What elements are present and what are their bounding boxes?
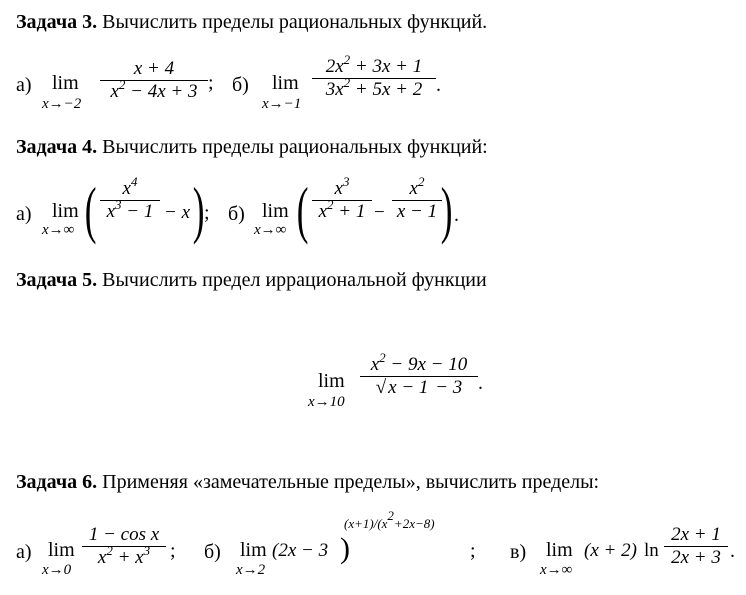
task4b-fraction-1 — [312, 174, 372, 223]
task6c-sub: x→∞ — [540, 562, 573, 578]
task3b-fraction — [312, 52, 436, 101]
task4-text: Вычислить пределы рациональных функций: — [97, 136, 488, 158]
task5-denominator: √ x − 1 − 3 — [375, 377, 463, 398]
task6b-separator: ; — [470, 540, 476, 562]
task6a-fraction — [82, 524, 166, 569]
task3b-sub: x→−1 — [262, 96, 302, 112]
task3a-denominator: $x^2 - 4x + 3$ — [110, 77, 198, 102]
task5-sub: x→10 — [308, 394, 345, 410]
task5-heading — [16, 268, 487, 292]
task6c-ln: ln — [644, 540, 659, 561]
task4-title: Задача 4. — [16, 136, 98, 158]
task4b-label: б) — [228, 203, 245, 225]
task5-fraction — [360, 350, 478, 399]
task6b-exponent: $(x+1)/(x^2+2x-8)$ — [344, 508, 435, 531]
task6a-separator: ; — [170, 540, 176, 562]
task4b-numerator-1: $x^3$ — [334, 174, 350, 199]
task5-lim: lim — [318, 370, 345, 392]
task4b-right-paren: ) — [440, 174, 453, 245]
task4a-denominator: $x^3 - 1$ — [106, 197, 154, 222]
task4b-minus: − — [374, 202, 385, 223]
task3b-denominator: $3x^2 + 5x + 2$ — [325, 75, 423, 100]
task4a-label: а) — [16, 203, 32, 225]
task4a-numerator: $x^4$ — [122, 174, 138, 199]
task4b-denominator-1: $x^2 + 1$ — [318, 197, 366, 222]
task5-text: Вычислить предел иррациональной функции — [97, 269, 487, 291]
task6a-label: а) — [16, 541, 32, 563]
task4b-denominator-2: x − 1 — [396, 201, 438, 222]
task3b-lim: lim — [272, 72, 299, 94]
task4b-numerator-2: $x^2$ — [409, 174, 425, 199]
task6c-end: . — [730, 540, 735, 562]
task4a-lim: lim — [52, 200, 79, 222]
task3b-end: . — [436, 74, 441, 96]
task6c-label: в) — [510, 541, 527, 563]
task3a-lim: lim — [52, 72, 79, 94]
task6b-base: (2x − 3 — [272, 540, 329, 561]
task6c-denominator: 2x + 3 — [671, 547, 721, 568]
task4b-fraction-2 — [392, 174, 442, 223]
task3b-numerator: $2x^2 + 3x + 1$ — [325, 52, 423, 77]
task4a-right-paren: ) — [192, 174, 205, 245]
task6c-factor: (x + 2) — [584, 540, 637, 561]
task4a-sub: x→∞ — [42, 222, 75, 238]
task3a-sub: x→−2 — [42, 96, 82, 112]
task6b-label: б) — [204, 541, 221, 563]
task6c-fraction — [664, 524, 728, 569]
task4b-sub: x→∞ — [254, 222, 287, 238]
task4b-lim: lim — [262, 200, 289, 222]
task3a-numerator: x + 4 — [133, 58, 175, 79]
task6-text: Применяя «замечательные пределы», вычислить пределы: — [97, 471, 600, 493]
task3a-fraction — [100, 58, 208, 103]
task4a-fraction — [100, 174, 160, 223]
task6b-sub: x→2 — [236, 562, 266, 578]
task6b-close-bracket: ) — [340, 532, 350, 565]
task3b-label: б) — [232, 74, 249, 96]
task6-heading — [16, 470, 599, 494]
task6-title: Задача 6. — [16, 471, 98, 493]
task4a-left-paren: ( — [84, 174, 97, 245]
task4-heading — [16, 135, 488, 159]
task3a-label: а) — [16, 74, 32, 96]
task4b-end: . — [454, 204, 459, 226]
task3-text: Вычислить пределы рациональных функций. — [97, 11, 488, 33]
task6a-denominator: $x^2 + x^3$ — [97, 543, 151, 568]
task6a-sub: x→0 — [42, 562, 72, 578]
task6b-lim: lim — [240, 539, 267, 561]
task5-title: Задача 5. — [16, 269, 98, 291]
task6a-lim: lim — [48, 539, 75, 561]
task3-heading — [16, 10, 487, 34]
task4a-tail: − x — [164, 202, 191, 223]
task6c-lim: lim — [546, 539, 573, 561]
task6c-numerator: 2x + 1 — [671, 524, 721, 545]
task6a-numerator: 1 − cos x — [88, 524, 160, 545]
task4b-left-paren: ( — [296, 174, 309, 245]
task3-title: Задача 3. — [16, 11, 98, 33]
task5-end: . — [478, 372, 483, 394]
task4a-separator: ; — [204, 202, 210, 224]
task3a-separator: ; — [208, 72, 214, 94]
task5-numerator: $x^2 - 9x - 10$ — [370, 350, 468, 375]
